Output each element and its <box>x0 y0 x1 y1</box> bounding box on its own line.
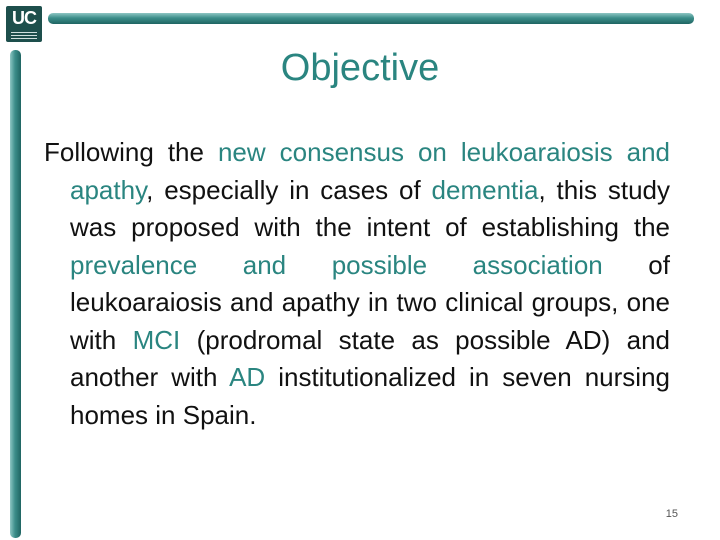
page-number: 15 <box>665 508 678 520</box>
text-run: institutionalized in seven nursing homes in Spain. <box>70 362 670 430</box>
highlighted-text-run: AD <box>229 362 266 392</box>
left-decorative-bar <box>10 50 21 538</box>
slide-body <box>44 134 670 434</box>
university-logo <box>6 6 42 42</box>
slide-title-text: Objective <box>280 47 440 89</box>
logo-line <box>11 32 37 33</box>
logo-text: UC <box>12 8 36 28</box>
slide-title <box>0 42 720 94</box>
top-decorative-bar <box>48 13 694 24</box>
logo-line <box>11 35 37 36</box>
objective-paragraph <box>44 134 670 434</box>
text-run: , especially in cases of <box>146 174 432 205</box>
text-run: of leukoaraiosis and apathy in two clinical groups, one with <box>70 249 670 355</box>
highlighted-text-run: dementia <box>431 174 539 205</box>
highlighted-text-run: MCI <box>132 324 181 355</box>
highlighted-text-run: new consensus on leukoaraiosis and apathy <box>70 137 670 205</box>
text-run: (prodromal state as possible AD) and another with <box>70 324 670 392</box>
text-run: , this study was proposed with the intent of establishing the <box>70 174 670 242</box>
logo-line <box>11 38 37 39</box>
text-run: Following the <box>44 137 218 167</box>
highlighted-text-run: prevalence and possible association <box>70 249 603 280</box>
